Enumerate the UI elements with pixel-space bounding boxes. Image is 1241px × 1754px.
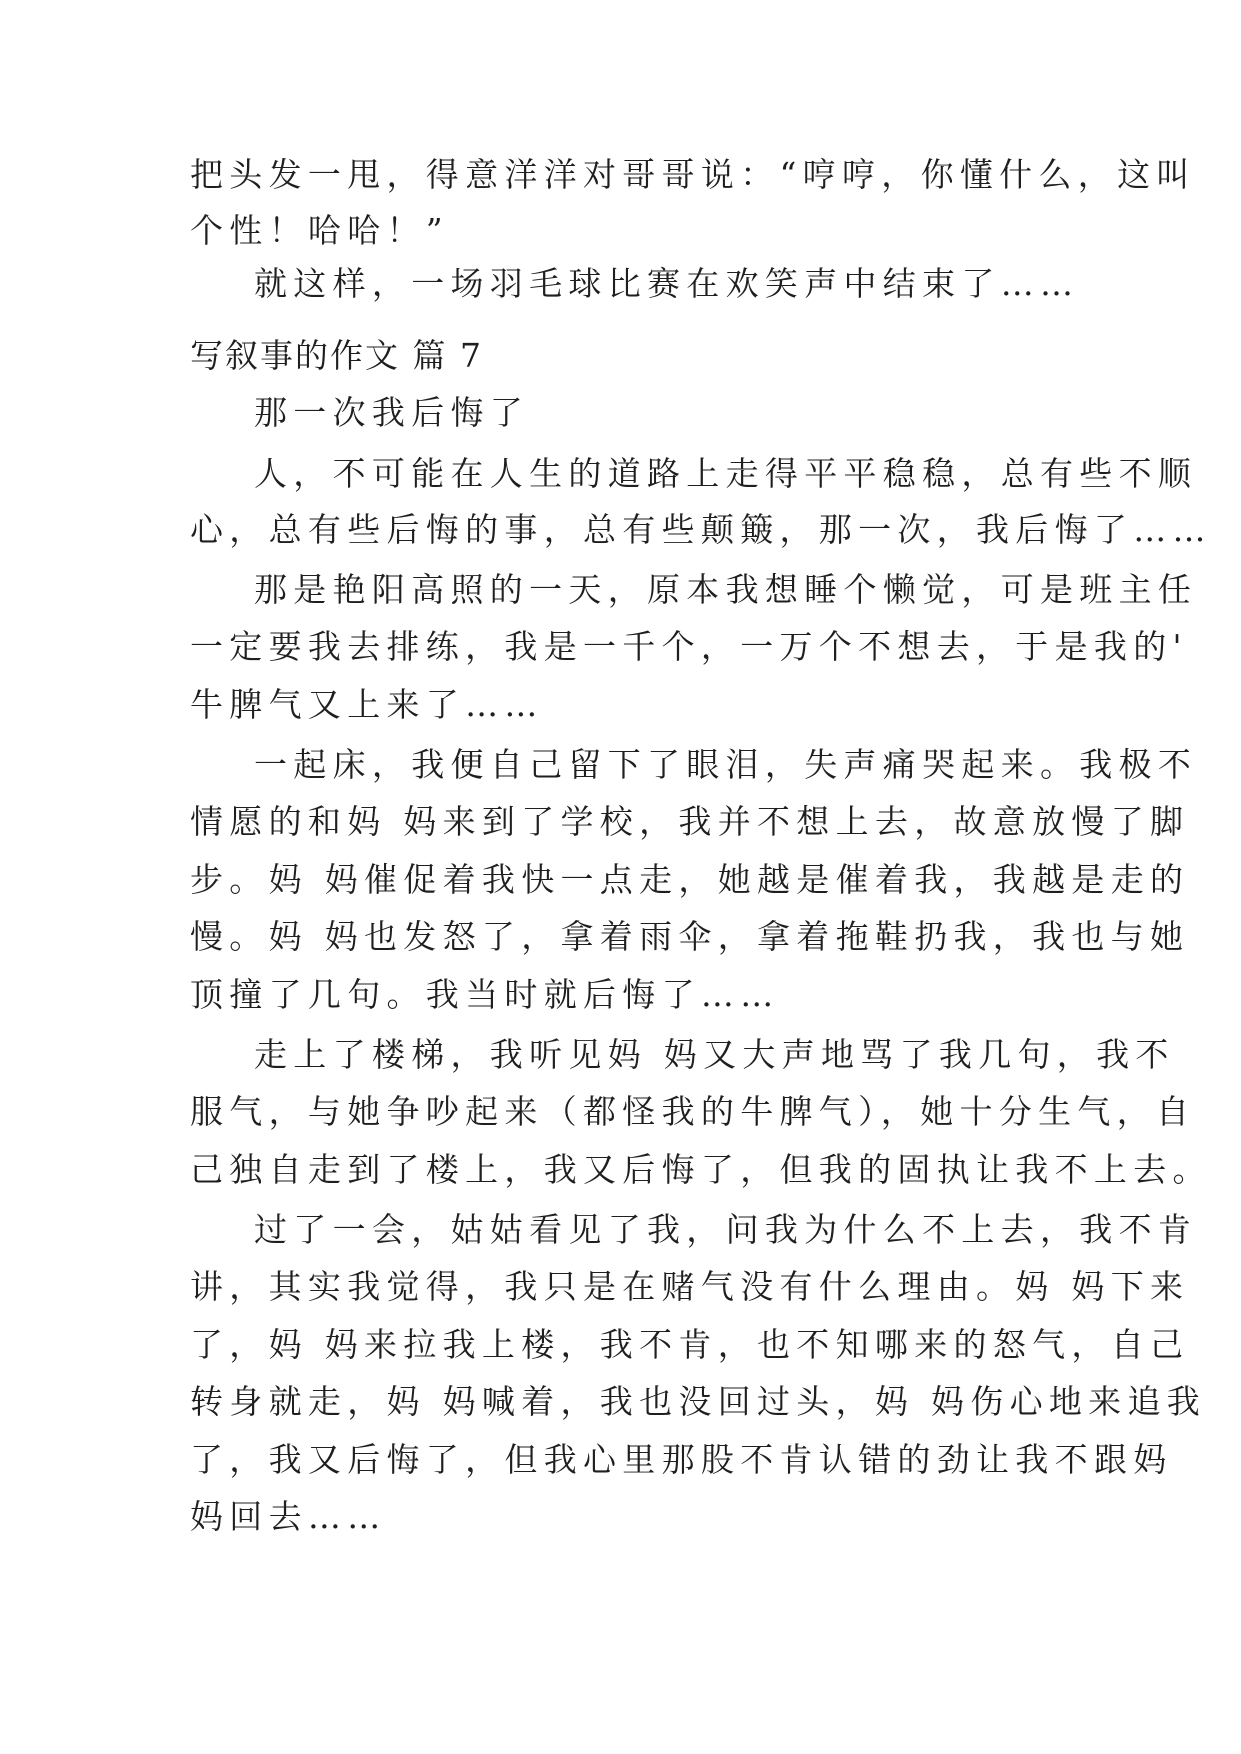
essay-title: 那一次我后悔了 <box>254 393 530 432</box>
text-line: 妈回去…… <box>190 1497 387 1536</box>
text-line: 慢。妈 妈也发怒了，拿着雨伞，拿着拖鞋扔我，我也与她 <box>190 917 1190 956</box>
text-line: 那是艳阳高照的一天，原本我想睡个懒觉，可是班主任 <box>254 570 1198 609</box>
text-line: 了，我又后悔了，但我心里那股不肯认错的劲让我不跟妈 <box>190 1440 1173 1479</box>
text-line: 一起床，我便自己留下了眼泪，失声痛哭起来。我极不 <box>254 745 1198 784</box>
section-heading: 写叙事的作文 篇 7 <box>190 336 483 375</box>
text-line: 讲，其实我觉得，我只是在赌气没有什么理由。妈 妈下来 <box>190 1267 1190 1306</box>
text-line: 服气，与她争吵起来（都怪我的牛脾气），她十分生气，自 <box>190 1092 1196 1131</box>
text-line: 了，妈 妈来拉我上楼，我不肯，也不知哪来的怒气，自己 <box>190 1325 1190 1364</box>
text-line: 走上了楼梯，我听见妈 妈又大声地骂了我几句，我不 <box>254 1035 1175 1074</box>
text-line: 一定要我去排练，我是一千个，一万个不想去，于是我的' <box>190 627 1188 666</box>
text-line: 牛脾气又上来了…… <box>190 685 544 724</box>
text-line: 把头发一甩，得意洋洋对哥哥说：“哼哼，你懂什么，这叫 <box>190 155 1196 194</box>
text-line: 人，不可能在人生的道路上走得平平稳稳，总有些不顺 <box>254 454 1198 493</box>
text-line: 过了一会，姑姑看见了我，问我为什么不上去，我不肯 <box>254 1210 1198 1249</box>
text-line: 转身就走，妈 妈喊着，我也没回过头，妈 妈伤心地来追我 <box>190 1382 1207 1421</box>
text-line: 步。妈 妈催促着我快一点走，她越是催着我，我越是走的 <box>190 860 1190 899</box>
text-line: 个性！哈哈！” <box>190 211 449 250</box>
text-line: 情愿的和妈 妈来到了学校，我并不想上去，故意放慢了脚 <box>190 802 1190 841</box>
text-line: 己独自走到了楼上，我又后悔了，但我的固执让我不上去。 <box>190 1150 1212 1189</box>
text-line: 顶撞了几句。我当时就后悔了…… <box>190 975 780 1014</box>
text-line: 心，总有些后悔的事，总有些颠簸，那一次，我后悔了…… <box>190 510 1212 549</box>
text-line: 就这样，一场羽毛球比赛在欢笑声中结束了…… <box>254 264 1080 303</box>
